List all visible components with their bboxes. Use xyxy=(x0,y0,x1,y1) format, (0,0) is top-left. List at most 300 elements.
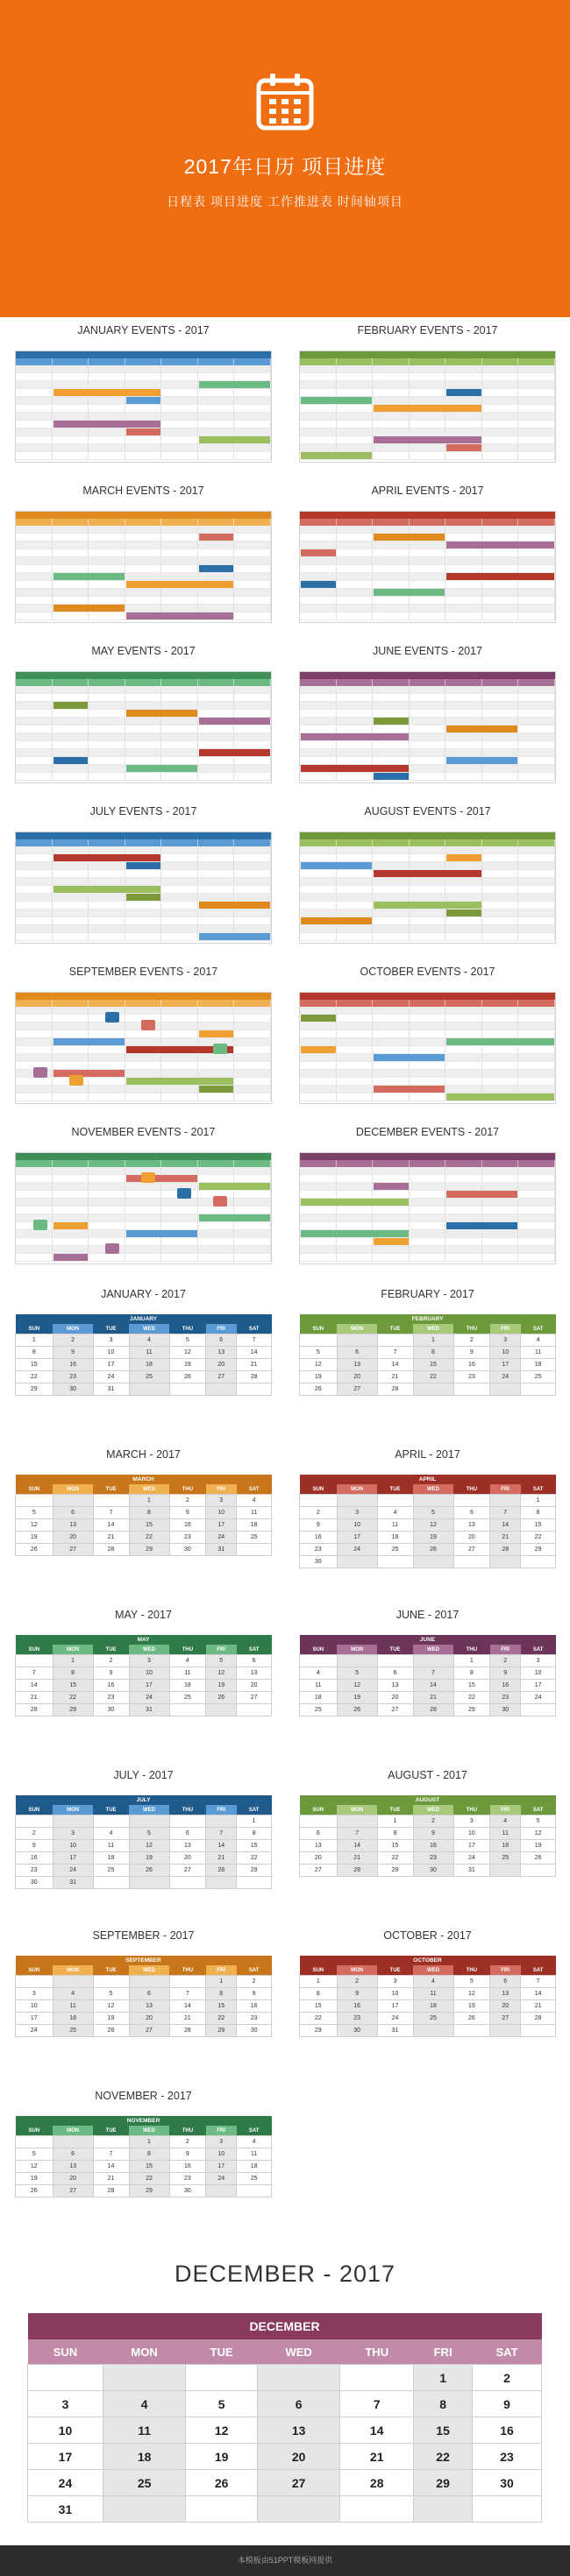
month-calendar-title: OCTOBER - 2017 xyxy=(383,1929,472,1942)
day-cell: 13 xyxy=(237,1667,272,1680)
day-cell: 7 xyxy=(93,2148,129,2161)
day-cell: 18 xyxy=(300,1692,338,1704)
day-name: TUE xyxy=(93,2126,129,2136)
day-cell: 8 xyxy=(16,1347,53,1359)
event-calendar-header xyxy=(16,1153,271,1160)
day-cell: 20 xyxy=(53,1532,93,1544)
day-cell: 3 xyxy=(337,1507,377,1519)
event-bar xyxy=(199,902,270,909)
day-cell: 9 xyxy=(490,1667,521,1680)
day-name: SUN xyxy=(16,1324,53,1334)
day-cell: 21 xyxy=(337,1852,377,1865)
day-cell: 6 xyxy=(53,2148,93,2161)
day-cell: 7 xyxy=(93,1507,129,1519)
day-name: SAT xyxy=(237,1645,272,1655)
day-cell: 1 xyxy=(16,1334,53,1347)
december-day-cell xyxy=(186,2496,258,2523)
day-cell: 15 xyxy=(129,1519,169,1532)
day-cell: 9 xyxy=(169,2148,206,2161)
day-cell: 22 xyxy=(453,1692,490,1704)
day-name: THU xyxy=(169,2126,206,2136)
day-cell: 8 xyxy=(237,1828,272,1840)
day-cell: 29 xyxy=(16,1384,53,1396)
event-bar xyxy=(126,1175,197,1182)
event-calendar-day-header xyxy=(300,679,555,686)
event-calendar-header xyxy=(300,993,555,1000)
december-day-cell: 5 xyxy=(186,2391,258,2417)
day-cell xyxy=(453,1495,490,1507)
day-name: SUN xyxy=(300,1484,338,1495)
event-bar xyxy=(374,1086,445,1093)
event-bar xyxy=(446,541,554,548)
day-cell xyxy=(169,1877,206,1889)
day-cell xyxy=(521,1865,556,1877)
event-calendar-header xyxy=(16,832,271,839)
day-name: THU xyxy=(169,1805,206,1815)
day-cell: 2 xyxy=(93,1655,129,1667)
event-calendar xyxy=(299,832,556,944)
day-cell: 27 xyxy=(53,1544,93,1556)
day-cell: 25 xyxy=(490,1852,521,1865)
day-cell: 21 xyxy=(377,1371,413,1384)
day-cell: 3 xyxy=(16,1988,53,2000)
day-cell: 1 xyxy=(237,1815,272,1828)
december-day-cell: 2 xyxy=(473,2365,542,2391)
month-calendar xyxy=(299,1956,556,2037)
day-cell: 29 xyxy=(53,1704,93,1716)
day-name: WED xyxy=(129,2126,169,2136)
day-name: SUN xyxy=(16,1965,53,1976)
event-icon xyxy=(33,1220,47,1230)
day-cell: 14 xyxy=(169,2000,206,2013)
day-name: SAT xyxy=(521,1484,556,1495)
day-name: THU xyxy=(453,1324,490,1334)
day-cell: 25 xyxy=(93,1865,129,1877)
day-name: MON xyxy=(337,1484,377,1495)
event-calendar-day-header xyxy=(16,519,271,526)
day-cell: 15 xyxy=(16,1359,53,1371)
event-bar xyxy=(301,733,409,740)
day-cell xyxy=(377,1556,413,1568)
event-bar xyxy=(199,565,234,572)
day-cell: 12 xyxy=(16,2161,53,2173)
day-name: SAT xyxy=(521,1965,556,1976)
day-name: WED xyxy=(413,1484,453,1495)
event-calendar-title: JANUARY EVENTS - 2017 xyxy=(77,324,210,336)
day-cell: 1 xyxy=(521,1495,556,1507)
day-cell: 21 xyxy=(169,2013,206,2025)
event-calendar xyxy=(299,992,556,1104)
day-cell: 4 xyxy=(93,1828,129,1840)
day-cell: 8 xyxy=(413,1347,453,1359)
day-cell: 13 xyxy=(337,1359,377,1371)
event-calendar-day-header xyxy=(300,839,555,846)
day-name: THU xyxy=(169,1324,206,1334)
event-bar xyxy=(301,1230,409,1237)
day-cell: 22 xyxy=(16,1371,53,1384)
day-cell: 4 xyxy=(377,1507,413,1519)
day-cell: 12 xyxy=(129,1840,169,1852)
day-cell: 21 xyxy=(490,1532,521,1544)
day-cell: 10 xyxy=(206,2148,237,2161)
day-cell: 30 xyxy=(490,1704,521,1716)
day-name: SUN xyxy=(300,1805,338,1815)
day-cell: 26 xyxy=(169,1371,206,1384)
day-cell: 13 xyxy=(53,2161,93,2173)
day-cell: 8 xyxy=(453,1667,490,1680)
day-cell: 20 xyxy=(129,2013,169,2025)
day-cell xyxy=(413,2025,453,2037)
event-bar xyxy=(446,1093,554,1100)
day-cell: 28 xyxy=(16,1704,53,1716)
day-cell: 1 xyxy=(129,2136,169,2148)
day-cell: 19 xyxy=(300,1371,338,1384)
day-cell: 13 xyxy=(490,1988,521,2000)
month-calendar-title: NOVEMBER - 2017 xyxy=(95,2090,192,2102)
event-icon xyxy=(213,1196,227,1207)
day-cell: 30 xyxy=(413,1865,453,1877)
event-calendar-day-header xyxy=(16,1000,271,1007)
day-cell: 11 xyxy=(413,1988,453,2000)
december-day-cell: 13 xyxy=(257,2417,339,2444)
day-cell xyxy=(337,1334,377,1347)
day-cell: 5 xyxy=(413,1507,453,1519)
day-cell: 14 xyxy=(337,1840,377,1852)
day-cell xyxy=(93,2136,129,2148)
day-cell: 18 xyxy=(413,2000,453,2013)
day-cell: 23 xyxy=(453,1371,490,1384)
day-cell xyxy=(206,1877,237,1889)
day-name: TUE xyxy=(377,1965,413,1976)
day-cell: 16 xyxy=(53,1359,93,1371)
event-calendar-day-header xyxy=(300,1000,555,1007)
december-day-cell xyxy=(28,2365,103,2391)
day-name: WED xyxy=(129,1324,169,1334)
day-cell: 11 xyxy=(300,1680,338,1692)
day-cell: 30 xyxy=(53,1384,93,1396)
day-cell: 31 xyxy=(377,2025,413,2037)
day-cell xyxy=(337,1655,377,1667)
day-cell: 17 xyxy=(206,1519,237,1532)
day-cell xyxy=(300,1334,338,1347)
day-cell: 8 xyxy=(300,1988,338,2000)
day-cell: 21 xyxy=(521,2000,556,2013)
event-bar xyxy=(199,749,270,756)
day-name: THU xyxy=(169,1484,206,1495)
day-name: WED xyxy=(129,1965,169,1976)
day-cell: 18 xyxy=(377,1532,413,1544)
day-cell: 23 xyxy=(16,1865,53,1877)
day-cell: 7 xyxy=(337,1828,377,1840)
day-cell: 15 xyxy=(237,1840,272,1852)
day-cell: 16 xyxy=(93,1680,129,1692)
event-bar xyxy=(199,933,270,940)
december-day-cell: 26 xyxy=(186,2470,258,2496)
day-cell: 10 xyxy=(93,1347,129,1359)
event-calendar xyxy=(15,1152,272,1264)
december-day-cell xyxy=(257,2496,339,2523)
day-name: SUN xyxy=(16,2126,53,2136)
event-calendar-grid xyxy=(300,1167,555,1262)
day-cell: 3 xyxy=(93,1334,129,1347)
day-cell: 21 xyxy=(93,1532,129,1544)
december-day-cell: 10 xyxy=(28,2417,103,2444)
day-cell xyxy=(300,1815,338,1828)
day-name: SUN xyxy=(300,1645,338,1655)
day-cell: 23 xyxy=(53,1371,93,1384)
day-cell xyxy=(16,1495,53,1507)
month-header: MARCH xyxy=(16,1475,272,1484)
day-cell: 25 xyxy=(237,2173,272,2185)
day-name: SUN xyxy=(16,1484,53,1495)
day-cell: 3 xyxy=(490,1334,521,1347)
month-header: OCTOBER xyxy=(300,1956,556,1965)
day-name: SAT xyxy=(237,2126,272,2136)
day-cell: 23 xyxy=(413,1852,453,1865)
day-cell: 6 xyxy=(169,1828,206,1840)
day-cell: 7 xyxy=(206,1828,237,1840)
day-cell: 19 xyxy=(206,1680,237,1692)
day-cell: 1 xyxy=(129,1495,169,1507)
event-icon xyxy=(105,1012,119,1023)
day-cell: 30 xyxy=(16,1877,53,1889)
day-name: MON xyxy=(337,1324,377,1334)
day-cell: 24 xyxy=(337,1544,377,1556)
day-cell: 27 xyxy=(169,1865,206,1877)
day-name: TUE xyxy=(93,1484,129,1495)
day-cell: 28 xyxy=(377,1384,413,1396)
day-cell: 22 xyxy=(237,1852,272,1865)
event-calendar-header xyxy=(300,351,555,358)
day-cell: 20 xyxy=(453,1532,490,1544)
day-cell: 9 xyxy=(169,1507,206,1519)
day-cell xyxy=(413,1495,453,1507)
day-cell xyxy=(413,1556,453,1568)
day-cell: 5 xyxy=(93,1988,129,2000)
day-name: FRI xyxy=(206,1805,237,1815)
month-calendar-title: SEPTEMBER - 2017 xyxy=(92,1929,195,1942)
day-name: SAT xyxy=(237,1805,272,1815)
event-bar xyxy=(374,1183,409,1190)
month-calendar xyxy=(15,1795,272,1889)
december-day-name: TUE xyxy=(186,2339,258,2365)
december-day-cell: 7 xyxy=(340,2391,414,2417)
event-icon xyxy=(105,1243,119,1254)
day-cell: 12 xyxy=(453,1988,490,2000)
december-day-cell: 29 xyxy=(414,2470,473,2496)
december-day-cell: 30 xyxy=(473,2470,542,2496)
day-cell: 18 xyxy=(521,1359,556,1371)
month-calendar xyxy=(15,1635,272,1716)
day-name: MON xyxy=(53,1645,93,1655)
day-cell: 28 xyxy=(490,1544,521,1556)
day-cell: 26 xyxy=(337,1704,377,1716)
event-bar xyxy=(126,581,234,588)
month-calendar xyxy=(15,2116,272,2197)
event-bar xyxy=(53,854,161,861)
day-cell xyxy=(169,1815,206,1828)
day-cell: 10 xyxy=(377,1988,413,2000)
day-cell: 18 xyxy=(169,1680,206,1692)
day-cell: 31 xyxy=(93,1384,129,1396)
day-cell xyxy=(129,1877,169,1889)
calendar-icon xyxy=(255,72,315,131)
day-cell: 19 xyxy=(337,1692,377,1704)
december-day-name: SUN xyxy=(28,2339,103,2365)
event-calendar-header xyxy=(300,1153,555,1160)
event-bar xyxy=(199,534,234,541)
month-calendar-title: APRIL - 2017 xyxy=(395,1448,460,1461)
event-calendar xyxy=(15,992,272,1104)
day-cell: 3 xyxy=(206,2136,237,2148)
day-cell: 24 xyxy=(93,1371,129,1384)
day-cell xyxy=(129,1815,169,1828)
month-calendar xyxy=(299,1314,556,1396)
day-cell: 7 xyxy=(377,1347,413,1359)
december-calendar xyxy=(27,2313,542,2523)
event-calendar-day-header xyxy=(16,1160,271,1167)
event-icon xyxy=(33,1067,47,1078)
day-cell: 15 xyxy=(300,2000,338,2013)
day-cell: 11 xyxy=(169,1667,206,1680)
day-cell: 7 xyxy=(490,1507,521,1519)
day-cell: 13 xyxy=(129,2000,169,2013)
day-cell: 4 xyxy=(237,2136,272,2148)
day-cell xyxy=(16,1655,53,1667)
day-cell: 6 xyxy=(206,1334,237,1347)
day-cell: 24 xyxy=(129,1692,169,1704)
day-name: FRI xyxy=(490,1484,521,1495)
december-day-cell xyxy=(340,2496,414,2523)
event-bar xyxy=(446,757,517,764)
event-bar xyxy=(374,534,445,541)
december-day-cell: 15 xyxy=(414,2417,473,2444)
day-cell: 14 xyxy=(490,1519,521,1532)
day-cell: 23 xyxy=(490,1692,521,1704)
month-calendar-title: JULY - 2017 xyxy=(113,1769,174,1781)
day-cell: 7 xyxy=(16,1667,53,1680)
day-name: TUE xyxy=(377,1484,413,1495)
december-day-cell xyxy=(414,2496,473,2523)
day-cell: 25 xyxy=(53,2025,93,2037)
event-calendar-day-header xyxy=(300,519,555,526)
day-cell: 30 xyxy=(93,1704,129,1716)
december-day-cell: 31 xyxy=(28,2496,103,2523)
event-bar xyxy=(374,1238,409,1245)
day-cell: 21 xyxy=(413,1692,453,1704)
day-cell: 5 xyxy=(16,2148,53,2161)
day-cell: 6 xyxy=(490,1976,521,1988)
day-cell: 2 xyxy=(453,1334,490,1347)
day-cell: 10 xyxy=(16,2000,53,2013)
event-bar xyxy=(446,573,554,580)
event-icon xyxy=(141,1020,155,1030)
december-day-cell: 11 xyxy=(103,2417,185,2444)
event-bar xyxy=(126,612,234,619)
day-cell xyxy=(521,1556,556,1568)
day-cell xyxy=(490,1495,521,1507)
day-name: SAT xyxy=(521,1805,556,1815)
day-cell: 29 xyxy=(521,1544,556,1556)
day-name: MON xyxy=(53,1965,93,1976)
december-day-cell: 22 xyxy=(414,2444,473,2470)
day-cell: 29 xyxy=(206,2025,237,2037)
december-day-cell xyxy=(340,2365,414,2391)
day-cell: 17 xyxy=(377,2000,413,2013)
day-cell: 13 xyxy=(206,1347,237,1359)
day-cell: 19 xyxy=(16,2173,53,2185)
day-cell: 27 xyxy=(377,1704,413,1716)
day-cell: 20 xyxy=(490,2000,521,2013)
day-cell: 2 xyxy=(53,1334,93,1347)
day-cell: 18 xyxy=(237,2161,272,2173)
day-cell: 24 xyxy=(490,1371,521,1384)
day-cell: 17 xyxy=(490,1359,521,1371)
day-cell: 29 xyxy=(453,1704,490,1716)
day-cell: 29 xyxy=(377,1865,413,1877)
event-bar xyxy=(374,1054,445,1061)
day-cell: 7 xyxy=(413,1667,453,1680)
day-cell xyxy=(169,1704,206,1716)
event-calendar-grid xyxy=(16,365,271,460)
day-cell: 13 xyxy=(453,1519,490,1532)
event-calendar-day-header xyxy=(16,679,271,686)
day-cell: 26 xyxy=(16,2185,53,2197)
day-cell: 19 xyxy=(16,1532,53,1544)
event-bar xyxy=(199,1086,234,1093)
day-cell: 22 xyxy=(129,1532,169,1544)
day-cell xyxy=(53,2136,93,2148)
day-cell: 5 xyxy=(16,1507,53,1519)
day-cell: 8 xyxy=(53,1667,93,1680)
event-bar xyxy=(301,1046,336,1053)
day-cell: 20 xyxy=(169,1852,206,1865)
day-cell: 26 xyxy=(129,1865,169,1877)
day-cell: 23 xyxy=(300,1544,338,1556)
day-cell: 6 xyxy=(53,1507,93,1519)
day-cell: 24 xyxy=(453,1852,490,1865)
day-cell: 6 xyxy=(377,1667,413,1680)
footer: 本模板由51PPT模板网提供 xyxy=(0,2545,570,2576)
day-name: WED xyxy=(129,1805,169,1815)
december-day-name: THU xyxy=(340,2339,414,2365)
day-cell: 16 xyxy=(237,2000,272,2013)
day-cell: 4 xyxy=(237,1495,272,1507)
event-bar xyxy=(374,870,481,877)
day-cell: 17 xyxy=(93,1359,129,1371)
event-calendar xyxy=(15,511,272,623)
day-cell xyxy=(53,1815,93,1828)
day-cell: 19 xyxy=(413,1532,453,1544)
day-cell: 8 xyxy=(129,2148,169,2161)
month-header: MAY xyxy=(16,1635,272,1645)
day-cell: 4 xyxy=(169,1655,206,1667)
event-bar xyxy=(126,1230,197,1237)
day-cell xyxy=(490,2025,521,2037)
event-bar xyxy=(53,886,161,893)
day-cell xyxy=(93,1877,129,1889)
day-cell xyxy=(93,1815,129,1828)
day-name: FRI xyxy=(490,1965,521,1976)
day-cell xyxy=(237,2185,272,2197)
day-name: SUN xyxy=(300,1965,338,1976)
december-day-cell xyxy=(103,2496,185,2523)
day-cell: 7 xyxy=(237,1334,272,1347)
december-day-cell: 9 xyxy=(473,2391,542,2417)
day-cell: 5 xyxy=(521,1815,556,1828)
day-name: FRI xyxy=(490,1324,521,1334)
day-cell: 10 xyxy=(453,1828,490,1840)
